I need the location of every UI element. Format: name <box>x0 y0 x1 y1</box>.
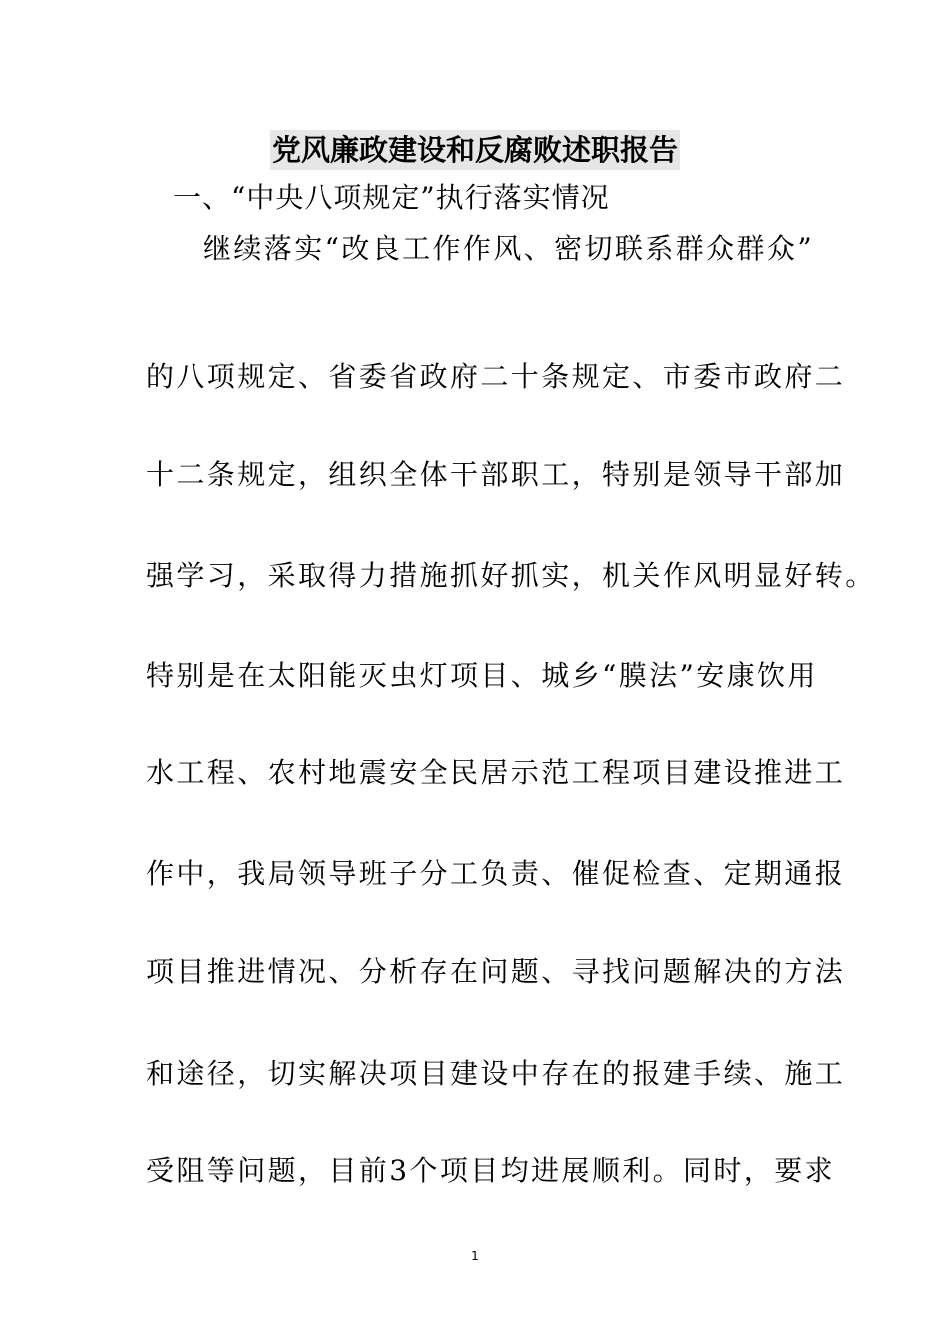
body-line: 作中，我局领导班子分工负责、催促检查、定期通报 <box>146 857 846 890</box>
title-container <box>0 130 950 170</box>
body-line: 项目推进情况、分析存在问题、寻找问题解决的方法 <box>146 955 846 988</box>
document-title: 党风廉政建设和反腐败述职报告 <box>270 130 680 170</box>
section-heading: 一、“中央八项规定”执行落实情况 <box>173 181 610 214</box>
body-line: 特别是在太阳能灭虫灯项目、城乡“膜法”安康饮用 <box>146 659 818 692</box>
body-line: 和途径，切实解决项目建设中存在的报建手续、施工 <box>146 1057 846 1090</box>
body-line: 继续落实“改良工作作风、密切联系群众群众” <box>203 232 815 265</box>
body-line: 受阻等问题，目前3个项目均进展顺利。同时，要求 <box>146 1154 836 1187</box>
body-line: 十二条规定，组织全体干部职工，特别是领导干部加 <box>146 458 846 491</box>
body-line: 强学习，采取得力措施抓好抓实，机关作风明显好转。 <box>146 559 876 592</box>
body-line: 水工程、农村地震安全民居示范工程项目建设推进工 <box>146 756 846 789</box>
body-line: 的八项规定、省委省政府二十条规定、市委市政府二 <box>146 360 846 393</box>
page-number: 1 <box>471 1249 479 1263</box>
